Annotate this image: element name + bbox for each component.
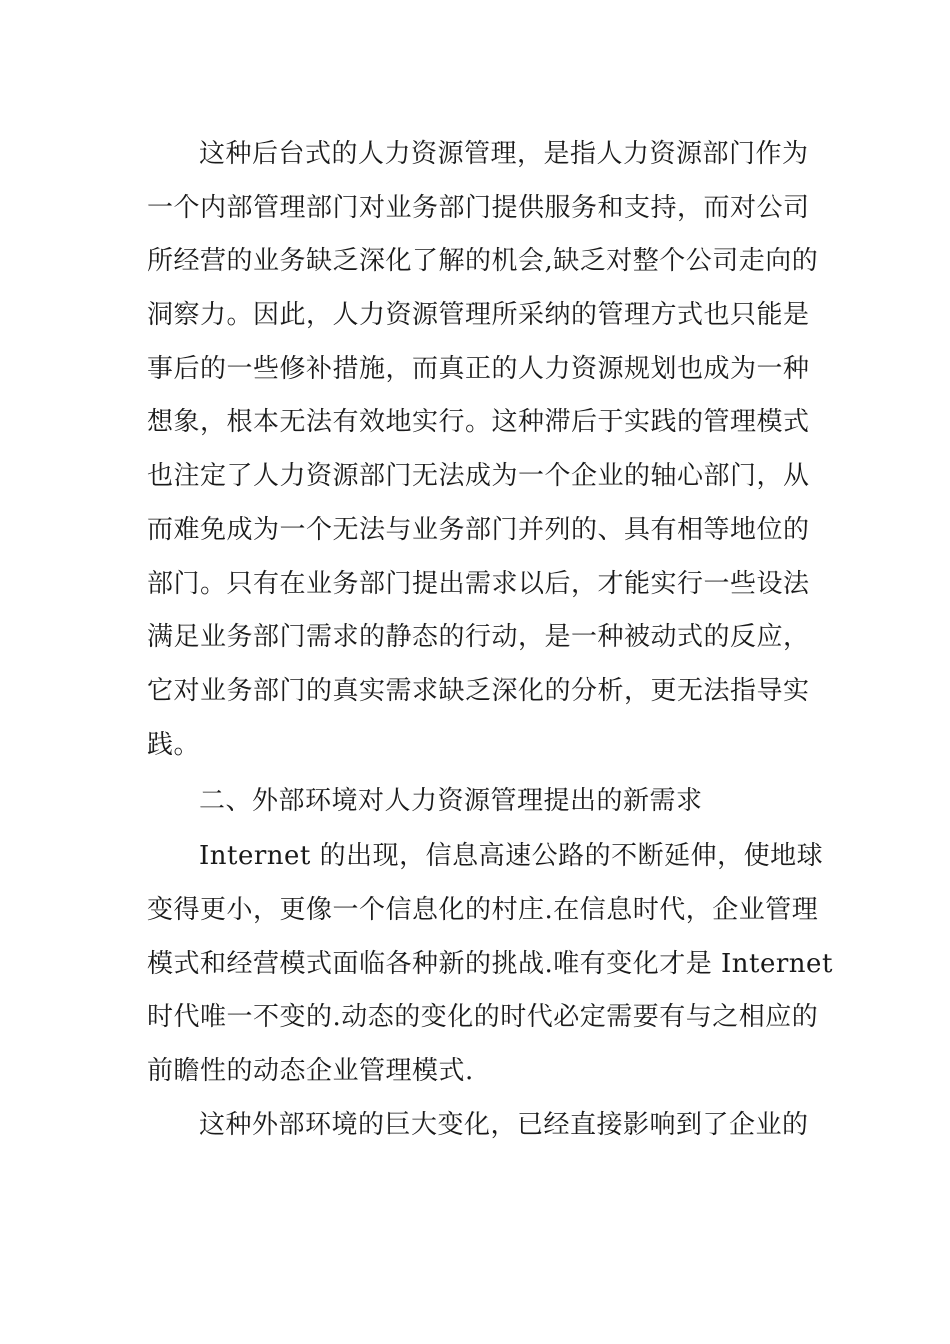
paragraph-line: 而难免成为一个无法与业务部门并列的、具有相等地位的 — [147, 514, 810, 545]
paragraph-line: 一个内部管理部门对业务部门提供服务和支持，而对公司 — [147, 192, 810, 223]
paragraph-line: 前瞻性的动态企业管理模式. — [147, 1056, 474, 1086]
paragraph-line: 事后的一些修补措施，而真正的人力资源规划也成为一种 — [147, 353, 810, 384]
paragraph-line: 这种后台式的人力资源管理，是指人力资源部门作为 — [199, 139, 809, 169]
paragraph-line: 洞察力。因此，人力资源管理所采纳的管理方式也只能是 — [147, 300, 810, 331]
paragraph-line: 也注定了人力资源部门无法成为一个企业的轴心部门，从 — [147, 461, 810, 492]
paragraph-line: 所经营的业务缺乏深化了解的机会,缺乏对整个公司走向的 — [147, 246, 819, 277]
paragraph-line: 它对业务部门的真实需求缺乏深化的分析，更无法指导实 — [147, 675, 810, 706]
paragraph-line: 变得更小，更像一个信息化的村庄.在信息时代，企业管理 — [147, 894, 819, 925]
paragraph-backoffice-hr — [147, 128, 819, 772]
paragraph-internet-era — [147, 830, 833, 1098]
paragraph-line: 时代唯一不变的.动态的变化的时代必定需要有与之相应的 — [147, 1002, 819, 1033]
paragraph-line: 满足业务部门需求的静态的行动，是一种被动式的反应， — [147, 622, 810, 653]
paragraph-line: 这种外部环境的巨大变化，已经直接影响到了企业的 — [199, 1109, 809, 1140]
section-heading: 二、外部环境对人力资源管理提出的新需求 — [199, 786, 703, 817]
paragraph-line: Internet 的出现，信息高速公路的不断延伸，使地球 — [199, 841, 824, 872]
paragraph-environment-change — [147, 1099, 807, 1153]
paragraph-line: 想象，根本无法有效地实行。这种滞后于实践的管理模式 — [147, 407, 810, 438]
paragraph-line: 模式和经营模式面临各种新的挑战.唯有变化才是 Internet — [147, 948, 833, 979]
paragraph-line: 践。 — [147, 729, 201, 760]
paragraph-line: 部门。只有在业务部门提出需求以后，才能实行一些设法 — [147, 568, 810, 599]
document-body — [147, 128, 833, 1152]
